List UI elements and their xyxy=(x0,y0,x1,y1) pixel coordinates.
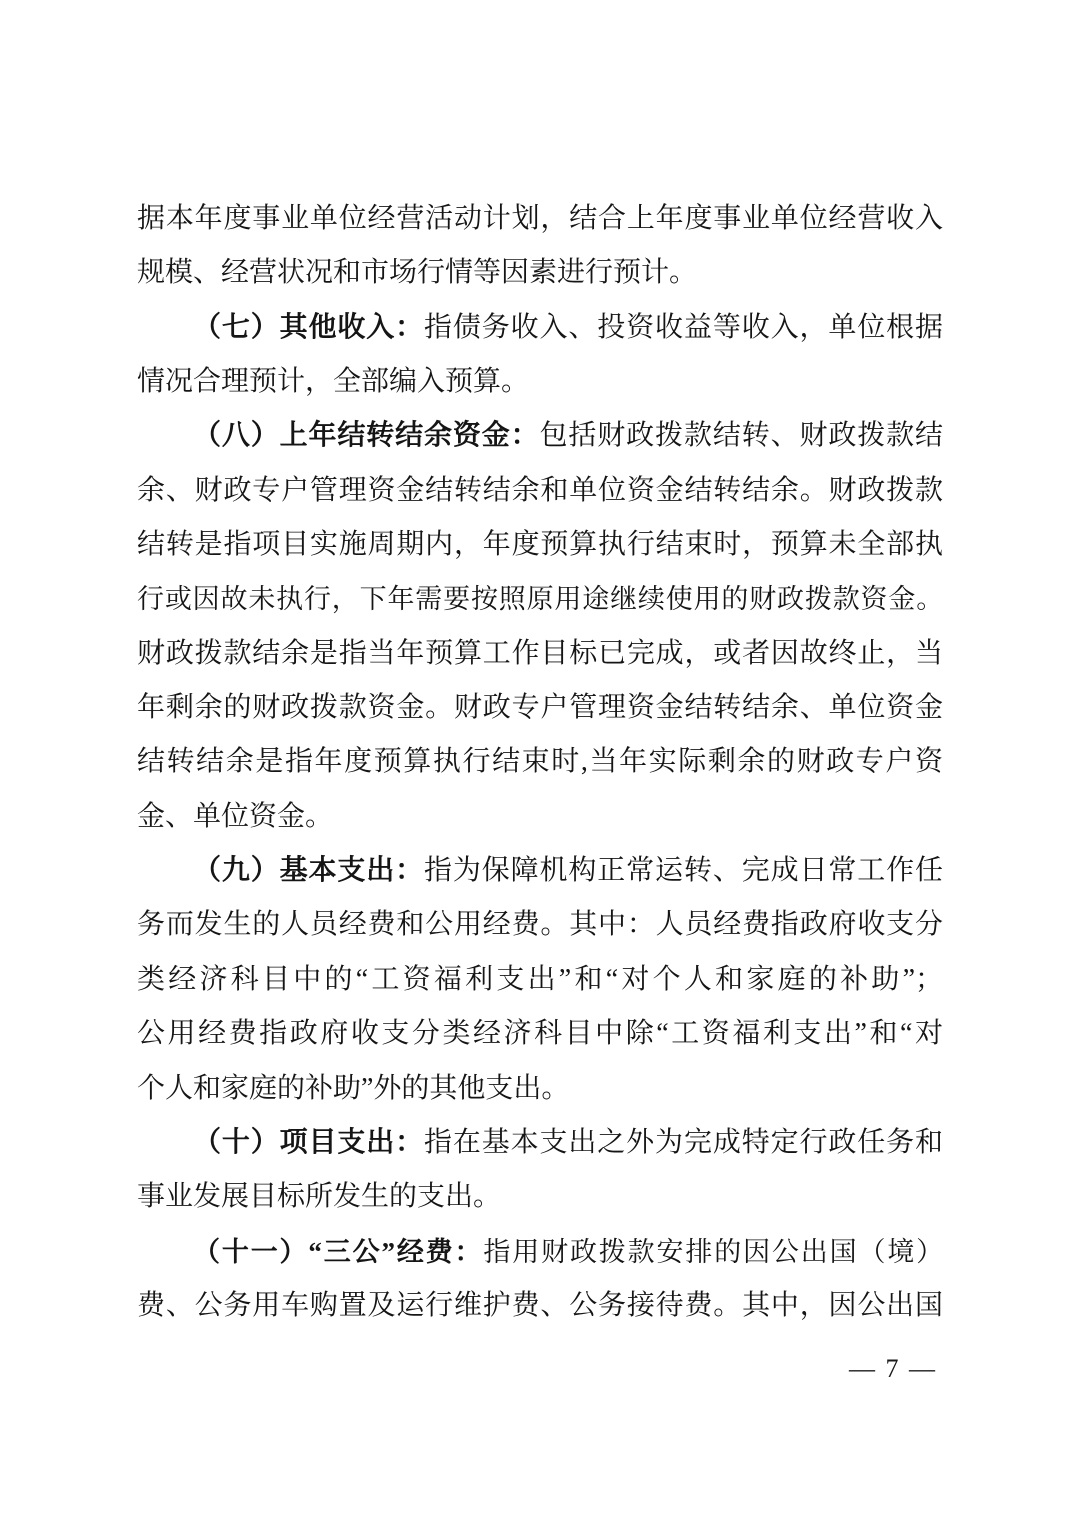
text-line xyxy=(137,1279,943,1333)
text-segment: 金、单位资金。 xyxy=(137,800,334,832)
term-heading: （九）基本支出： xyxy=(193,855,425,887)
text-line xyxy=(137,355,943,409)
text-segment: 据本年度事业单位经营活动计划，结合上年度事业单位经营收入 xyxy=(137,203,943,234)
text-segment: 结转结余是指年度预算执行结束时,当年实际剩余的财政专户资 xyxy=(137,746,943,778)
text-line xyxy=(137,844,943,898)
text-line xyxy=(137,1062,943,1116)
text-segment: 年剩余的财政拨款资金。财政专户管理资金结转结余、单位资金 xyxy=(137,692,943,724)
text-line xyxy=(137,790,943,844)
text-line xyxy=(137,572,943,626)
text-segment: 费、公务用车购置及运行维护费、公务接待费。其中，因公出国 xyxy=(137,1289,943,1321)
text-segment: 个人和家庭的补助”外的其他支出。 xyxy=(137,1072,570,1104)
text-segment: 指债务收入、投资收益等收入，单位根据 xyxy=(424,311,943,343)
term-heading: （七）其他收入： xyxy=(193,311,425,343)
text-line xyxy=(137,518,943,572)
text-line xyxy=(137,192,943,246)
term-heading: （十）项目支出： xyxy=(193,1126,425,1158)
text-segment: 务而发生的人员经费和公用经费。其中：人员经费指政府收支分 xyxy=(137,909,943,941)
text-line xyxy=(137,627,943,681)
text-line xyxy=(137,1116,943,1170)
text-segment: 类经济科目中的“工资福利支出”和“对个人和家庭的补助”； xyxy=(137,963,943,995)
text-line xyxy=(137,898,943,952)
text-line xyxy=(137,1007,943,1061)
text-line xyxy=(137,1170,943,1224)
text-segment: 指在基本支出之外为完成特定行政任务和 xyxy=(424,1126,943,1158)
text-segment: 结转是指项目实施周期内，年度预算执行结束时，预算未全部执 xyxy=(137,529,943,561)
text-segment: 包括财政拨款结转、财政拨款结 xyxy=(539,420,943,452)
text-segment: 情况合理预计，全部编入预算。 xyxy=(137,366,530,398)
text-segment: 行或因故未执行，下年需要按照原用途继续使用的财政拨款资金。 xyxy=(137,584,943,615)
text-line xyxy=(137,681,943,735)
text-line xyxy=(137,1225,943,1279)
text-line xyxy=(137,953,943,1007)
text-segment: 指用财政拨款安排的因公出国（境） xyxy=(483,1236,943,1267)
text-segment: 事业发展目标所发生的支出。 xyxy=(137,1181,502,1213)
text-segment: 财政拨款结余是指当年预算工作目标已完成，或者因故终止，当 xyxy=(137,637,943,669)
term-heading: （十一）“三公”经费： xyxy=(193,1236,484,1267)
document-lines xyxy=(137,192,943,1333)
page-number: — 7 — xyxy=(849,1354,937,1383)
text-segment: 规模、经营状况和市场行情等因素进行预计。 xyxy=(137,257,698,289)
text-line xyxy=(137,735,943,789)
text-segment: 指为保障机构正常运转、完成日常工作任 xyxy=(424,855,943,887)
term-heading: （八）上年结转结余资金： xyxy=(193,420,540,452)
text-line xyxy=(137,409,943,463)
text-segment: 余、财政专户管理资金结转结余和单位资金结转结余。财政拨款 xyxy=(137,474,943,506)
text-line xyxy=(137,246,943,300)
text-line xyxy=(137,464,943,518)
text-segment: 公用经费指政府收支分类经济科目中除“工资福利支出”和“对 xyxy=(137,1018,943,1050)
text-line xyxy=(137,301,943,355)
